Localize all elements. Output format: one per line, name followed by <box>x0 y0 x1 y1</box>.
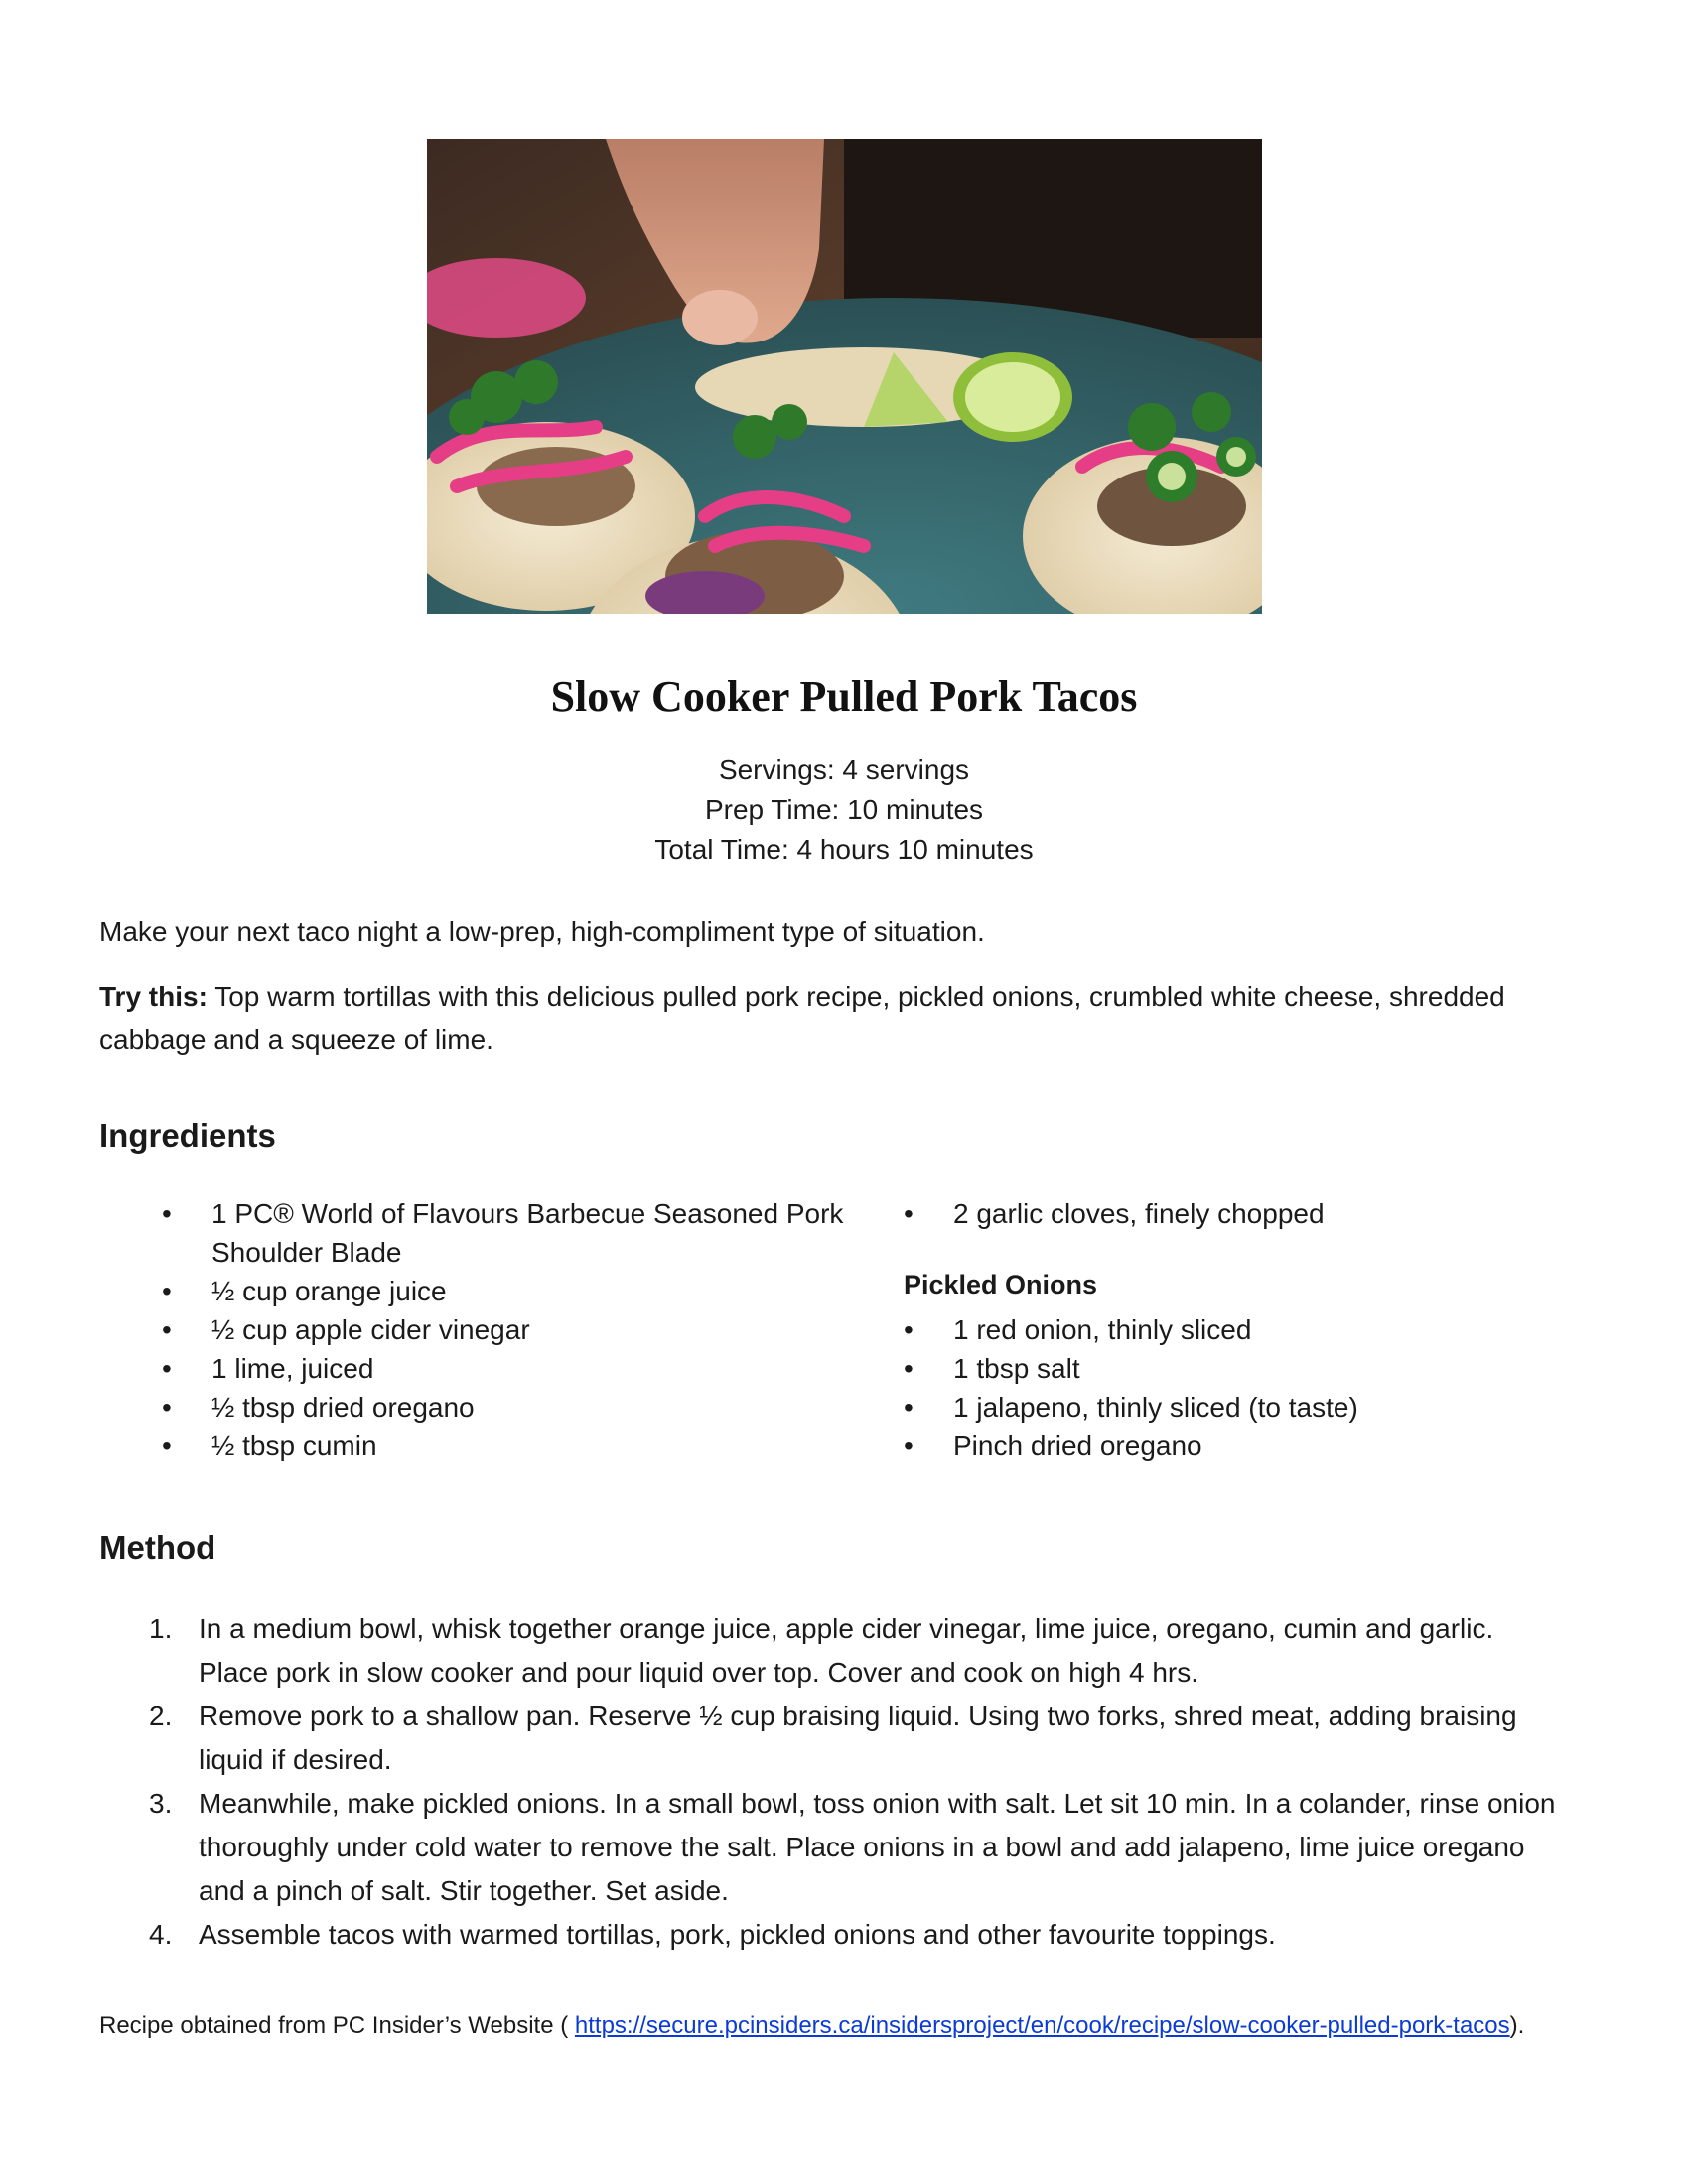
intro-text: Make your next taco night a low-prep, high-compliment type of situation. <box>99 916 985 947</box>
total-time: Total Time: 4 hours 10 minutes <box>654 834 1034 865</box>
ingredient-item: • ½ cup apple cider vinegar <box>162 1310 857 1349</box>
step-number: 3. <box>149 1788 173 1819</box>
step-text: Assemble tacos with warmed tortillas, pork, pickled onions and other favourite toppings. <box>199 1919 1276 1950</box>
step-text: In a medium bowl, whisk together orange juice, apple cider vinegar, lime juice, oregano, cumin and garlic. Place pork in slow cooker and pour liquid over top. Cover and cook on high 4 hrs. <box>199 1613 1494 1688</box>
method-step <box>149 1695 1569 1782</box>
ingredient-item: • 2 garlic cloves, finely chopped <box>904 1194 1499 1233</box>
ingredient-item: • ½ cup orange juice <box>162 1272 857 1310</box>
ingredient-item: • 1 lime, juiced <box>162 1349 857 1388</box>
ingredients-heading: Ingredients <box>99 1117 276 1154</box>
method-heading: Method <box>99 1529 216 1566</box>
try-this-paragraph <box>99 975 1539 1062</box>
ingredient-item: • 1 PC® World of Flavours Barbecue Seasoned Pork Shoulder Blade <box>162 1194 857 1272</box>
method-step <box>149 1913 1569 1957</box>
method-step <box>149 1607 1569 1695</box>
ingredient-item: • 1 tbsp salt <box>904 1349 1499 1388</box>
ingredients-list-left <box>162 1194 857 1465</box>
source-prefix: Recipe obtained from PC Insider’s Website ( <box>99 2012 575 2039</box>
tacos-illustration <box>427 139 1262 614</box>
method-steps <box>149 1607 1569 1957</box>
servings: Servings: 4 servings <box>718 754 970 785</box>
source-link[interactable]: https://secure.pcinsiders.ca/insidersproject/en/cook/recipe/slow-cooker-pulled-pork-tacos <box>574 2012 1510 2039</box>
ingredient-item: • ½ tbsp dried oregano <box>162 1388 857 1427</box>
method-step <box>149 1782 1569 1913</box>
try-this-text: Top warm tortillas with this delicious pulled pork recipe, pickled onions, crumbled white cheese, shredded cabbage and a squeeze of lime. <box>99 981 1505 1055</box>
step-number: 2. <box>149 1701 173 1731</box>
ingredient-item: • 1 red onion, thinly sliced <box>904 1310 1499 1349</box>
step-number: 1. <box>149 1613 173 1644</box>
ingredients-list-right <box>904 1194 1499 1233</box>
ingredient-item: • ½ tbsp cumin <box>162 1427 857 1465</box>
step-text: Remove pork to a shallow pan. Reserve ½ cup braising liquid. Using two forks, shred meat, adding braising liquid if desired. <box>199 1701 1517 1775</box>
try-this-label: Try this: <box>99 981 208 1012</box>
source-suffix: ). <box>1509 2012 1525 2039</box>
recipe-meta <box>0 751 1688 870</box>
step-text: Meanwhile, make pickled onions. In a small bowl, toss onion with salt. Let sit 10 min. In a colander, rinse onion thoroughly under cold water to remove the salt. Place onions in a bowl and add jalapeno, lime juice oregano and a pinch of salt. Stir together. Set aside. <box>199 1788 1556 1906</box>
pickled-onions-list <box>904 1310 1499 1465</box>
tacos-photo <box>427 139 1262 614</box>
prep-time: Prep Time: 10 minutes <box>704 794 984 825</box>
ingredient-item: • Pinch dried oregano <box>904 1427 1499 1465</box>
source-note <box>99 2007 1539 2045</box>
step-number: 4. <box>149 1919 173 1950</box>
recipe-title: Slow Cooker Pulled Pork Tacos <box>550 672 1138 721</box>
pickled-onions-heading: Pickled Onions <box>904 1270 1098 1299</box>
ingredient-item: • 1 jalapeno, thinly sliced (to taste) <box>904 1388 1499 1427</box>
